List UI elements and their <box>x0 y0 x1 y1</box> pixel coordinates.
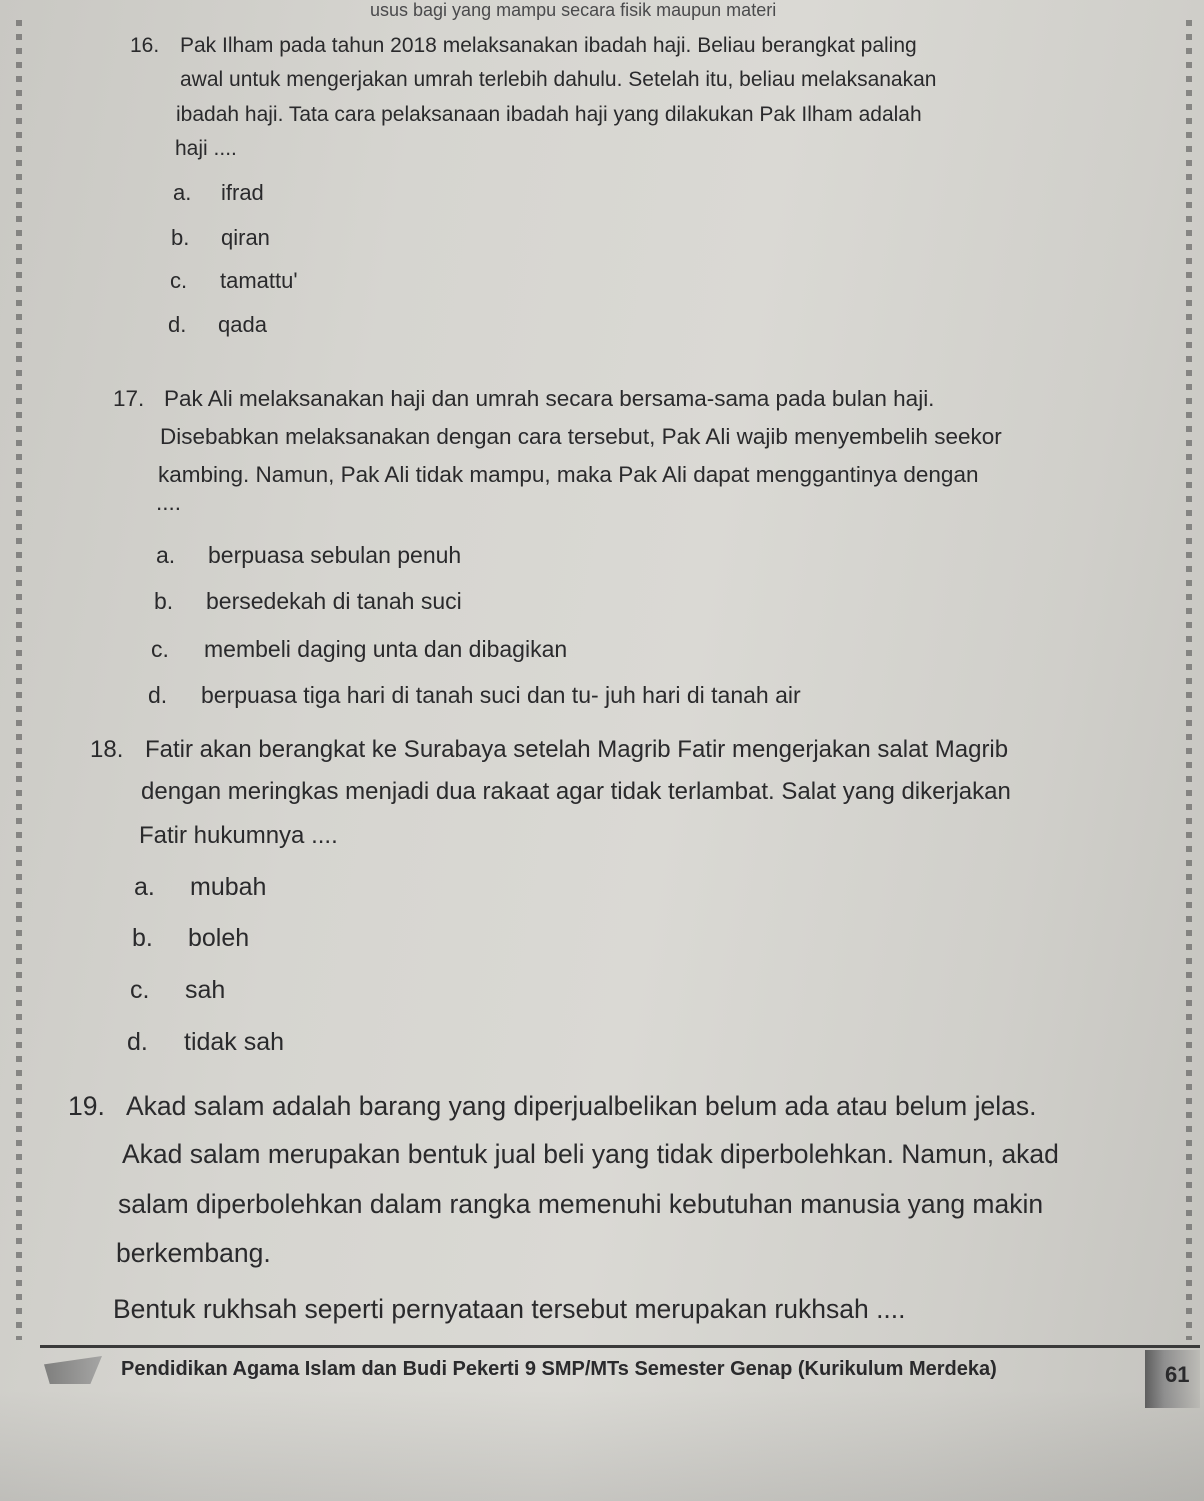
page-number: 61 <box>1165 1362 1190 1387</box>
answer-option-b[interactable] <box>154 588 462 615</box>
book-title: Pendidikan Agama Islam dan Budi Pekerti 9 SMP/MTs Semester Genap (Kurikulum Merdeka) <box>121 1358 997 1380</box>
answer-option-d[interactable] <box>127 1028 284 1057</box>
question-text-line: ibadah haji. Tata cara pelaksanaan ibadah haji yang dilakukan Pak Ilham adalah <box>176 103 922 126</box>
question-text-line: Disebabkan melaksanakan dengan cara tersebut, Pak Ali wajib menyembelih seekor <box>160 424 1002 449</box>
question-number: 18. <box>90 736 124 763</box>
question-text-line: .... <box>156 490 182 515</box>
question-text-line: Pak Ilham pada tahun 2018 melaksanakan ibadah haji. Beliau berangkat paling <box>180 34 917 57</box>
answer-option-c[interactable] <box>170 268 298 294</box>
answer-option-a[interactable] <box>134 873 266 902</box>
option-letter: c. <box>151 636 169 662</box>
answer-option-b[interactable] <box>171 225 270 251</box>
binding-edge-left <box>16 20 22 1340</box>
question-number: 17. <box>113 386 145 411</box>
option-letter: b. <box>154 588 174 614</box>
option-letter: a. <box>173 180 192 205</box>
question-text-line: Pak Ali melaksanakan haji dan umrah secara bersama-sama pada bulan haji. <box>164 386 935 411</box>
option-text: tidak sah <box>184 1028 285 1056</box>
option-text: qiran <box>221 225 270 250</box>
option-text: boleh <box>188 924 250 952</box>
answer-option-a[interactable] <box>173 180 264 206</box>
option-text: berpuasa sebulan penuh <box>208 542 462 568</box>
question-text-line: kambing. Namun, Pak Ali tidak mampu, maka Pak Ali dapat menggantinya dengan <box>158 462 979 487</box>
question-text-line: Akad salam merupakan bentuk jual beli yang tidak diperbolehkan. Namun, akad <box>122 1139 1059 1169</box>
option-text: bersedekah di tanah suci <box>206 588 462 614</box>
answer-option-d[interactable] <box>168 312 267 338</box>
option-text: sah <box>185 976 226 1004</box>
option-text: tamattu' <box>220 268 298 293</box>
option-letter: a. <box>156 542 176 568</box>
question-text-line: Akad salam adalah barang yang diperjualbelikan belum ada atau belum jelas. <box>126 1091 1037 1121</box>
option-letter: c. <box>170 268 188 293</box>
option-text: membeli daging unta dan dibagikan <box>204 636 568 662</box>
answer-option-c[interactable] <box>151 636 567 663</box>
option-letter: b. <box>132 924 153 952</box>
question-text-line: berkembang. <box>116 1238 271 1268</box>
option-letter: b. <box>171 225 190 250</box>
answer-option-c[interactable] <box>130 976 225 1005</box>
question-text-line: awal untuk mengerjakan umrah terlebih dahulu. Setelah itu, beliau melaksanakan <box>180 68 937 91</box>
question-text-line: Bentuk rukhsah seperti pernyataan tersebut merupakan rukhsah .... <box>113 1294 906 1324</box>
question-text-line: dengan meringkas menjadi dua rakaat agar tidak terlambat. Salat yang dikerjakan <box>141 778 1011 805</box>
question-number: 16. <box>130 34 160 57</box>
option-letter: d. <box>168 312 187 337</box>
option-text: ifrad <box>221 180 264 205</box>
option-letter: d. <box>127 1028 148 1056</box>
answer-option-a[interactable] <box>156 542 461 569</box>
answer-option-b[interactable] <box>132 924 249 953</box>
answer-option-d[interactable] <box>148 682 801 709</box>
option-letter: c. <box>130 976 150 1004</box>
option-text: berpuasa tiga hari di tanah suci dan tu- juh hari di tanah air <box>201 682 801 708</box>
question-number: 19. <box>68 1091 105 1121</box>
previous-text-fragment: usus bagi yang mampu secara fisik maupun materi <box>370 0 777 20</box>
option-letter: a. <box>134 873 155 901</box>
question-text-line: Fatir akan berangkat ke Surabaya setelah Magrib Fatir mengerjakan salat Magrib <box>145 736 1009 763</box>
question-text-line: salam diperbolehkan dalam rangka memenuhi kebutuhan manusia yang makin <box>118 1189 1044 1219</box>
binding-edge-right <box>1186 20 1192 1340</box>
option-letter: d. <box>148 682 168 708</box>
option-text: qada <box>218 312 267 337</box>
option-text: mubah <box>190 873 267 901</box>
question-text-line: Fatir hukumnya .... <box>139 822 338 849</box>
question-text-line: haji .... <box>175 137 237 160</box>
